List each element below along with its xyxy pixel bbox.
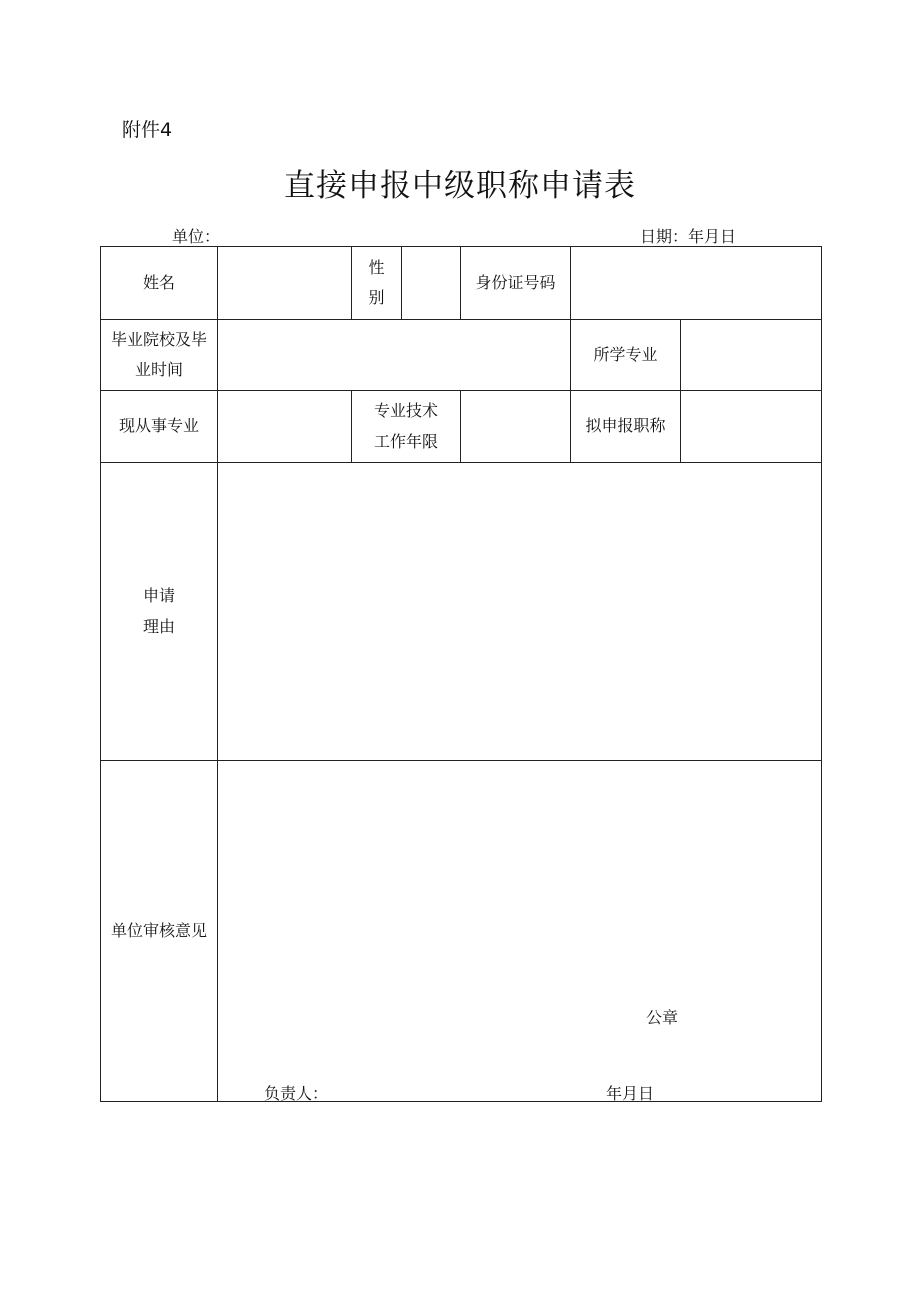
date-label: 日期：年月日 <box>640 227 737 246</box>
reason-label-cell <box>101 463 218 761</box>
gender-label-line1: 性 <box>368 257 385 277</box>
current-major-label: 现从事专业 <box>118 416 199 436</box>
review-field[interactable] <box>218 761 822 1102</box>
apply-title-label-cell <box>571 391 681 463</box>
apply-title-field[interactable] <box>681 391 822 463</box>
apply-title-label: 拟申报职称 <box>585 416 666 436</box>
row-reason <box>101 463 822 761</box>
current-major-field[interactable] <box>218 391 352 463</box>
tech-years-label-line1: 专业技术 <box>373 401 438 421</box>
application-form-table <box>100 246 822 1102</box>
gender-label-cell <box>352 247 402 320</box>
row-profession <box>101 391 822 463</box>
name-label-cell <box>101 247 218 320</box>
row-basic-info <box>101 247 822 320</box>
attachment-label: 附件4 <box>122 119 173 141</box>
row-education <box>101 320 822 391</box>
name-label: 姓名 <box>142 272 175 292</box>
major-field[interactable] <box>681 320 822 391</box>
unit-label: 单位： <box>172 227 221 246</box>
tech-years-label-cell <box>352 391 461 463</box>
review-label: 单位审核意见 <box>110 920 207 940</box>
major-label: 所学专业 <box>593 344 658 364</box>
row-review <box>101 761 822 1102</box>
gender-field[interactable] <box>402 247 461 320</box>
reason-label-line2: 理由 <box>142 616 175 636</box>
school-label-cell <box>101 320 218 391</box>
id-number-field[interactable] <box>571 247 822 320</box>
tech-years-label-line2: 工作年限 <box>373 431 438 451</box>
review-label-cell <box>101 761 218 1102</box>
gender-label-line2: 别 <box>368 288 385 307</box>
tech-years-field[interactable] <box>461 391 571 463</box>
school-label-line1: 毕业院校及毕 <box>110 329 207 349</box>
school-field[interactable] <box>218 320 571 391</box>
reason-label-line1: 申请 <box>142 586 175 606</box>
name-field[interactable] <box>218 247 352 320</box>
review-date-label: 年月日 <box>606 1084 655 1103</box>
responsible-label: 负责人： <box>264 1084 329 1103</box>
school-label-line2: 业时间 <box>134 360 183 379</box>
major-label-cell <box>571 320 681 391</box>
id-label: 身份证号码 <box>475 272 556 292</box>
id-label-cell <box>461 247 571 320</box>
reason-field[interactable] <box>218 463 822 761</box>
seal-label: 公章 <box>646 1008 679 1027</box>
current-major-label-cell <box>101 391 218 463</box>
page-title: 直接申报中级职称申请表 <box>284 168 636 204</box>
